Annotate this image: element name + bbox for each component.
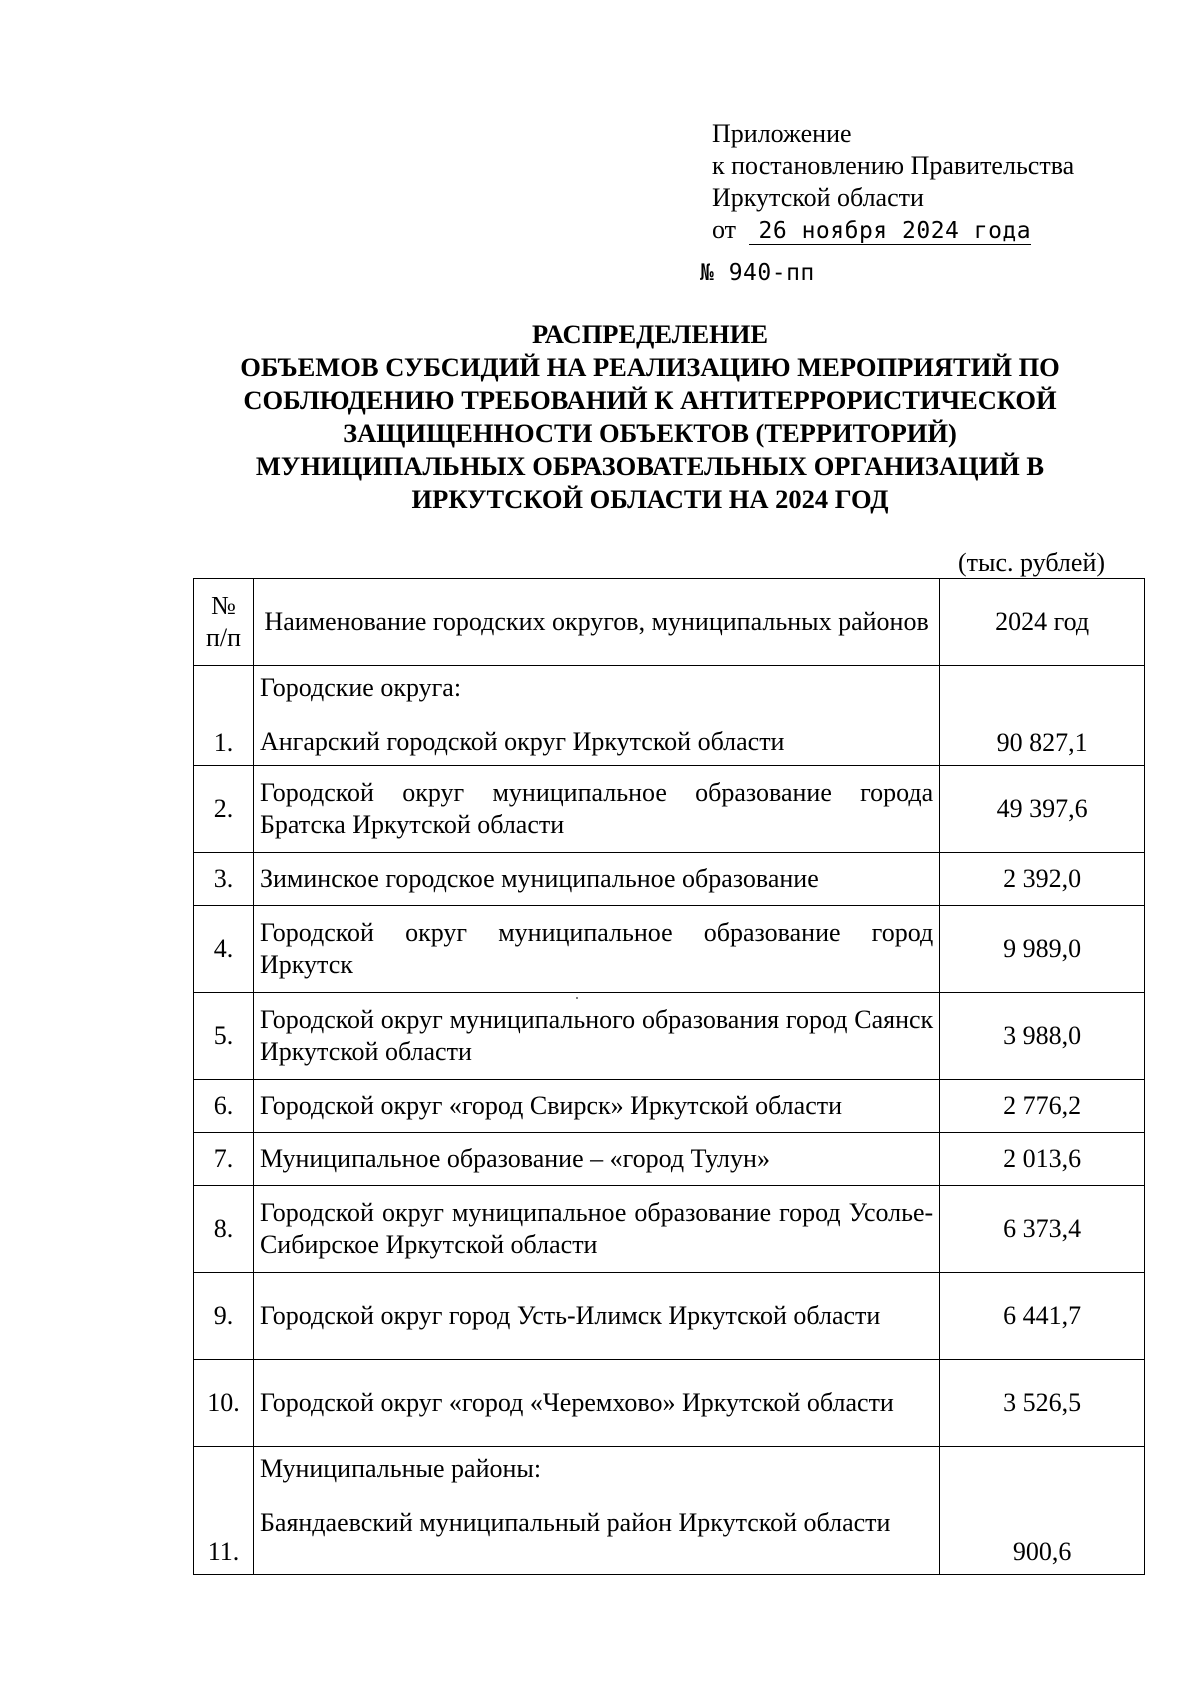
row-value: 3 526,5: [940, 1360, 1145, 1447]
row-value: 2 776,2: [940, 1080, 1145, 1133]
appendix-title: Приложение: [712, 119, 852, 148]
row-number: 11.: [194, 1447, 254, 1575]
row-value: 9 989,0: [940, 906, 1145, 993]
header-number-abbr: п/п: [205, 623, 242, 652]
row-value: 2 392,0: [940, 853, 1145, 906]
unit-label: (тыс. рублей): [958, 548, 1106, 577]
title-line-1: РАСПРЕДЕЛЕНИЕ: [531, 319, 769, 349]
row-name: Баяндаевский муниципальный район Иркутской области: [259, 1508, 891, 1537]
table-row: [194, 1080, 1145, 1133]
scan-speck: [576, 997, 578, 999]
row-value: 49 397,6: [940, 766, 1145, 853]
table-row: [194, 853, 1145, 906]
row-name: Городской округ муниципального образования город Саянск Иркутской области: [253, 993, 939, 1080]
distribution-table: [193, 578, 1145, 1575]
appendix-block: [712, 118, 1074, 246]
row-name: Городской округ «город Свирск» Иркутской области: [253, 1080, 939, 1133]
header-name: Наименование городских округов, муниципальных районов: [253, 579, 939, 666]
row-name-cell: [253, 666, 939, 766]
row-number: 6.: [194, 1080, 254, 1133]
row-number: 3.: [194, 853, 254, 906]
row-name: Городской округ город Усть-Илимск Иркутской области: [253, 1273, 939, 1360]
row-name: Зиминское городское муниципальное образование: [253, 853, 939, 906]
row-value: 3 988,0: [940, 993, 1145, 1080]
table-row: [194, 906, 1145, 993]
row-number: 4.: [194, 906, 254, 993]
table-row: [194, 1273, 1145, 1360]
appendix-date: 26 ноября 2024 года: [749, 218, 1032, 245]
title-line-5: МУНИЦИПАЛЬНЫХ ОБРАЗОВАТЕЛЬНЫХ ОРГАНИЗАЦИЙ В: [255, 451, 1045, 481]
row-number: 1.: [194, 666, 254, 766]
row-number: 8.: [194, 1186, 254, 1273]
row-value: 6 441,7: [940, 1273, 1145, 1360]
document-title: [190, 318, 1110, 516]
row-name: Городской округ муниципальное образование города Братска Иркутской области: [253, 766, 939, 853]
header-number-sign: №: [211, 591, 236, 620]
row-number: 5.: [194, 993, 254, 1080]
row-number: 10.: [194, 1360, 254, 1447]
row-name: Городской округ муниципальное образование город Иркутск: [253, 906, 939, 993]
row-value: 2 013,6: [940, 1133, 1145, 1186]
appendix-number: № 940-пп: [700, 260, 815, 286]
appendix-resolution: к постановлению Правительства: [712, 151, 1075, 180]
row-value: 900,6: [940, 1447, 1145, 1575]
table-row: [194, 766, 1145, 853]
row-name: Ангарский городской округ Иркутской области: [259, 727, 785, 756]
row-name-cell: [253, 1447, 939, 1575]
appendix-region: Иркутской области: [712, 183, 924, 212]
appendix-date-line: [712, 214, 1074, 246]
row-name: Городской округ «город «Черемхово» Иркутской области: [253, 1360, 939, 1447]
table-row: [194, 1186, 1145, 1273]
row-value: 6 373,4: [940, 1186, 1145, 1273]
group-label-districts: Муниципальные районы:: [259, 1454, 542, 1483]
date-prefix: от: [712, 215, 737, 244]
row-number: 9.: [194, 1273, 254, 1360]
title-line-4: ЗАЩИЩЕННОСТИ ОБЪЕКТОВ (ТЕРРИТОРИЙ): [343, 418, 957, 448]
group-label-urban: Городские округа:: [259, 673, 462, 702]
header-year: 2024 год: [940, 579, 1145, 666]
table-row: [194, 1360, 1145, 1447]
title-line-2: ОБЪЕМОВ СУБСИДИЙ НА РЕАЛИЗАЦИЮ МЕРОПРИЯТИЙ ПО: [240, 352, 1060, 382]
table-header-row: [194, 579, 1145, 666]
title-line-3: СОБЛЮДЕНИЮ ТРЕБОВАНИЙ К АНТИТЕРРОРИСТИЧЕСКОЙ: [243, 385, 1057, 415]
table-row: [194, 1447, 1145, 1575]
title-line-6: ИРКУТСКОЙ ОБЛАСТИ НА 2024 ГОД: [411, 484, 889, 514]
row-number: 7.: [194, 1133, 254, 1186]
row-number: 2.: [194, 766, 254, 853]
table-row: [194, 666, 1145, 766]
row-name: Городской округ муниципальное образование город Усолье-Сибирское Иркутской области: [253, 1186, 939, 1273]
table-row: [194, 993, 1145, 1080]
header-number: [194, 579, 254, 666]
row-name: Муниципальное образование – «город Тулун»: [253, 1133, 939, 1186]
table-row: [194, 1133, 1145, 1186]
row-value: 90 827,1: [940, 666, 1145, 766]
